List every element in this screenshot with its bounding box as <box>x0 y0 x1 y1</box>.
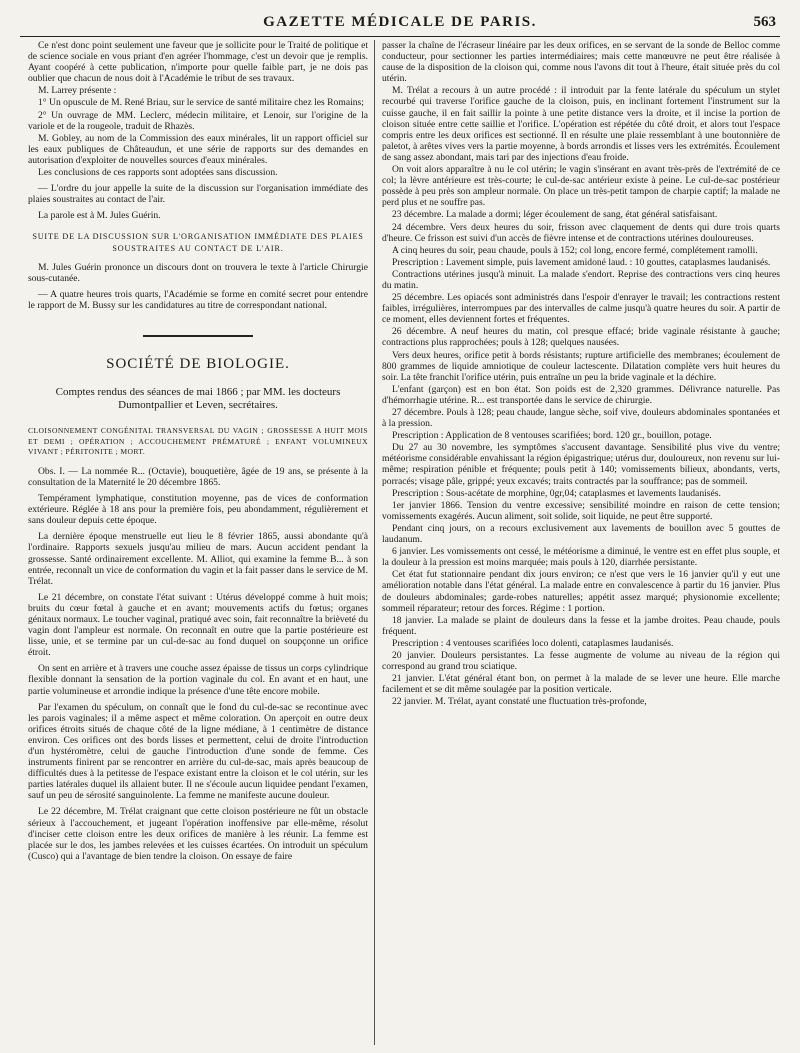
right-paragraph: Vers deux heures, orifice petit à bords résistants; rupture artificielle des membranes; écoulement de 800 grammes de liquide amniotique de couleur lactescente. Dilatation complète vers huit heures du soir. La tête franchit l'orifice utérin, puis entraîne un peu la bride vaginale et la déchire. <box>382 349 780 383</box>
page-header <box>20 12 780 37</box>
section-divider <box>143 335 253 337</box>
right-paragraph: Cet état fut stationnaire pendant dix jours environ; ce n'est que vers le 16 janvier qu'il y eut une amélioration notable dans l'état général. La malade entre en convalescence à partir du 16 janvier. Plus de douleurs abdominales; garde-robes naturelles; appétit assez marqué; physionomie excellente; sommeil réparateur; retour des forces. Régime : 1 portion. <box>382 569 780 614</box>
right-paragraph: 1er janvier 1866. Tension du ventre excessive; sensibilité moindre en raison de cette tension; vomissements exagérés. Aucun aliment, soit solide, soit liquide, ne peut être supporté. <box>382 499 780 522</box>
intro-paragraph: 2° Un ouvrage de MM. Leclerc, médecin militaire, et Lenoir, sur l'origine de la variole et de la rougeole, traduit de Rhazès. <box>28 109 368 132</box>
comptes-rendus-heading: Comptes rendus des séances de mai 1866 ; par MM. les docteurs Dumontpallier et Leven, secrétaires. <box>55 386 341 412</box>
right-paragraph: 24 décembre. Vers deux heures du soir, frisson avec claquement de dents qui dure trois quarts d'heure. Ce frisson est suivi d'un accès de fièvre intense et de contractions utérines douloureuses. <box>382 221 780 244</box>
case-paragraph: Le 22 décembre, M. Trélat craignant que cette cloison postérieure ne fût un obstacle sérieux à l'accouchement, et jugeant l'opération inoffensive par elle-même, résolut d'inciser cette cloison entre les deux orifices de manière à les réunir. La femme est placée sur le dos, les jambes relevées et les cuisses écartées. On introduit un spéculum (Cusco) qui a l'avantage de bien tendre la cloison. On essaye de faire <box>28 806 368 862</box>
case-paragraph: On sent en arrière et à travers une couche assez épaisse de tissus un corps cylindrique flexible donnant la sensation de la portion vaginale du col. En avant et en haut, une partie volumineuse et arrondie indique la présence d'une tête encore mobile. <box>28 663 368 697</box>
text-columns <box>28 40 780 1045</box>
right-paragraph: Prescription : Lavement simple, puis lavement amidoné laud. : 10 gouttes, cataplasmes laudanisés. <box>392 256 771 268</box>
page-number: 563 <box>753 14 776 30</box>
intro-paragraph: M. Larrey présente : <box>38 85 117 97</box>
right-paragraph: 23 décembre. La malade a dormi; léger écoulement de sang, état général satisfaisant. <box>392 209 718 221</box>
right-paragraph: 25 décembre. Les opiacés sont administrés dans l'espoir d'enrayer le travail; les contractions restent faibles, irrégulières, interrompues par des intervalles de calme jusqu'à quatre heures du soir. A partir de ce moment, elles deviennent fortes et fréquentes. <box>382 292 780 326</box>
right-paragraph: 18 janvier. La malade se plaint de douleurs dans la fesse et la jambe droites. Peau chaude, pouls fréquent. <box>382 614 780 637</box>
column-divider <box>374 40 375 1045</box>
intro-paragraph: Les conclusions de ces rapports sont adoptées sans discussion. <box>38 167 278 179</box>
right-paragraph: Contractions utérines jusqu'à minuit. La malade s'endort. Reprise des contractions vers cinq heures du matin. <box>382 268 780 291</box>
left-column <box>28 40 368 1045</box>
case-paragraph: La dernière époque menstruelle eut lieu le 8 février 1865, aussi abondante qu'à l'ordinaire. Rapports sexuels jusqu'au milieu de mars. Aucun accident pendant la grossesse. Santé ordinairement excellente. M. Alliot, qui examine la femme B... à son entrée, reconnaît un vice de conformation du vagin et la fait passer dans le service de M. Trélat. <box>28 531 368 587</box>
right-paragraph: Prescription : 4 ventouses scarifiées loco dolenti, cataplasmes laudanisés. <box>392 637 674 649</box>
intro-paragraph: La parole est à M. Jules Guérin. <box>38 210 161 222</box>
right-paragraph: 22 janvier. M. Trélat, ayant constaté une fluctuation très-profonde, <box>392 696 647 708</box>
right-paragraph: 26 décembre. A neuf heures du matin, col presque effacé; bride vaginale résistante à gauche; contractions plus rapprochées; pouls à 128; quelques nausées. <box>382 326 780 349</box>
intro-paragraph: Ce n'est donc point seulement une faveur que je sollicite pour le Traité de politique et de science sociale en vous priant d'en agréer l'hommage, c'est un devoir que je remplis. Ayant coopéré à cette publication, n'importe pour quelle faible part, je ne dois pas oublier que chacun de nous doit à l'Académie le tribut de ses travaux. <box>28 40 368 85</box>
right-paragraph: Prescription : Application de 8 ventouses scarifiées; bord. 120 gr., bouillon, potage. <box>392 430 712 442</box>
section-paragraph: — A quatre heures trois quarts, l'Académie se forme en comité secret pour entendre le rapport de M. Bussy sur les candidatures au titre de correspondant national. <box>28 288 368 311</box>
right-paragraph: On voit alors apparaître à nu le col utérin; le vagin s'insérant en avant très-près de l'extrémité de ce col; la lèvre antérieure est très-courte; le cul-de-sac antérieur existe à peine. Le cul-de-sac postérieur possède à peu près son ampleur normale. On place un très-petit tampon de charpie captif; la malade ne perd plus et ne souffre pas. <box>382 164 780 209</box>
right-paragraph: Pendant cinq jours, on a recours exclusivement aux lavements de bouillon avec 5 gouttes de laudanum. <box>382 522 780 546</box>
right-paragraph: L'enfant (garçon) est en bon état. Son poids est de 2,320 grammes. Délivrance naturelle. Pas d'hémorrhagie utérine. R... est transportée dans le service de chirurgie. <box>382 383 780 406</box>
case-paragraph: Tempérament lymphatique, constitution moyenne, pas de vices de conformation extérieure. Réglée à 18 ans pour la première fois, peu abondamment, régulièrement et sans douleur depuis cette époque. <box>28 493 368 527</box>
section-heading: SUITE DE LA DISCUSSION SUR L'ORGANISATION IMMÉDIATE DES PLAIES SOUSTRAITES AU CONTACT DE L'AIR. <box>32 232 364 253</box>
right-paragraph: Prescription : Sous-acétate de morphine, 0gr,04; cataplasmes et lavements laudanisés. <box>392 487 721 499</box>
right-paragraph: 20 janvier. Douleurs persistantes. La fesse augmente de volume au niveau de la région qui correspond au grand trou sciatique. <box>382 649 780 673</box>
case-paragraph: Obs. I. — La nommée R... (Octavie), bouquetière, âgée de 19 ans, se présente à la consultation de la Maternité le 20 décembre 1865. <box>28 465 368 488</box>
case-paragraph: Par l'examen du spéculum, on connaît que le fond du cul-de-sac se recontinue avec les parois vaginales; il a même aspect et même coloration. On aperçoit en outre deux orifices étroits situés de chaque côté de la ligne médiane, à 1 centimètre de distance environ. Ces orifices ont des bords lisses et permettent, celui de droite l'introduction d'un hystéromètre, celui de gauche l'introduction d'une sonde de femme. Ces instruments finirent par se rencontrer en arrière du cul-de-sac, mais après beaucoup de difficultés dues à la petitesse de l'espace existant entre la cloison et le col utérin, sur les parties latérales duquel ils allaient buter. Il ne s'écoule aucun liquidee pendant l'examen, sauf un peu de sérosité sanguinolente. La femme ne manifeste aucune douleur. <box>28 701 368 802</box>
case-title: CLOISONNEMENT CONGÉNITAL TRANSVERSAL DU VAGIN ; GROSSESSE A HUIT MOIS ET DEMI ; OPÉRATION ; ACCOUCHEMENT PRÉMATURÉ ; ENFANT VOLUMINEUX VIVANT ; PÉRITONITE ; MORT. <box>28 426 368 457</box>
right-paragraph: 6 janvier. Les vomissements ont cessé, le météorisme a diminué, le ventre est en effet plus souple, et la douleur à la pression est moins marquée; mais pouls à 120, diarrhée persistante. <box>382 546 780 569</box>
right-paragraph: 27 décembre. Pouls à 128; peau chaude, langue sèche, soif vive, douleurs abdominales spontanées et à la pression. <box>382 407 780 430</box>
right-column <box>382 40 780 1045</box>
right-paragraph: A cinq heures du soir, peau chaude, pouls à 152; col long, encore fermé, complétement ramolli. <box>392 244 758 256</box>
right-paragraph: M. Trélat a recours à un autre procédé : il introduit par la fente latérale du spéculum un stylet recourbé qui traverse l'orifice gauche de la cloison, puis, en inclinant fortement l'instrument sur la cuisse gauche, il en fait saillir la pointe à une petite distance vers la droite, et il incise la portion de cloison située entre cette saillie et l'orifice. L'opération est répétée du côté droit, et alors tout l'espace compris entre les deux orifices est sectionné. Il en résulte une plaie ressemblant à une boutonnière de paletot, à arêtes vives vers la partie moyenne, à bords arrondis et lisses vers les extrémités. Écoulement de sang assez abondant, mais tari par des injections d'eau froide. <box>382 85 780 163</box>
intro-paragraph: M. Gobley, au nom de la Commission des eaux minérales, lit un rapport officiel sur les eaux publiques de Châteaudun, et une série de rapports sur des demandes en autorisation d'exploiter de nouvelles sources d'eaux minérales. <box>28 132 368 166</box>
right-paragraph: 21 janvier. L'état général étant bon, on permet à la malade de se lever une heure. Elle marche facilement et se dit même soulagée par la position verticale. <box>382 673 780 696</box>
intro-paragraph: 1° Un opuscule de M. René Briau, sur le service de santé militaire chez les Romains; <box>38 97 364 109</box>
intro-paragraph: — L'ordre du jour appelle la suite de la discussion sur l'organisation immédiate des plaies soustraites au contact de l'air. <box>28 183 368 206</box>
journal-title: GAZETTE MÉDICALE DE PARIS. <box>263 14 537 30</box>
societe-title: SOCIÉTÉ DE BIOLOGIE. <box>106 355 290 372</box>
right-paragraph: Du 27 au 30 novembre, les symptômes s'accusent davantage. Sensibilité plus vive du ventre; météorisme considérable envahissant la région épigastrique; utérus dur, douloureux, non revenu sur lui-même; respiration pénible et fréquente; pouls petit à 140; vomissements bilieux, abondants, verts, porracés; visage pâle, grippé; yeux excavés; traits contractés par la souffrance; pas de sommeil. <box>382 442 780 487</box>
right-paragraph: passer la chaîne de l'écraseur linéaire par les deux orifices, en se servant de la sonde de Belloc comme conducteur, pour sectionner les parties intermédiaires; mais cette manœuvre ne peut être réalisée à cause de la disposition de la cloison qui, comme nous l'avons dit tout à l'heure, était située près du col utérin. <box>382 40 780 85</box>
section-paragraph: M. Jules Guérin prononce un discours dont on trouvera le texte à l'article Chirurgie sous-cutanée. <box>28 261 368 284</box>
case-paragraph: Le 21 décembre, on constate l'état suivant : Utérus développé comme à huit mois; bruits du cœur fœtal à gauche et en avant; mouvements actifs du fœtus; organes génitaux normaux. Le toucher vaginal, pratiqué avec soin, fait reconnaître la brièveté du vagin dont l'ampleur est normale. On reconnaît en outre que la partie postérieure est lisse, unie, et se termine par un cul-de-sac au fond duquel on soupçonne un orifice étroit. <box>28 591 368 659</box>
